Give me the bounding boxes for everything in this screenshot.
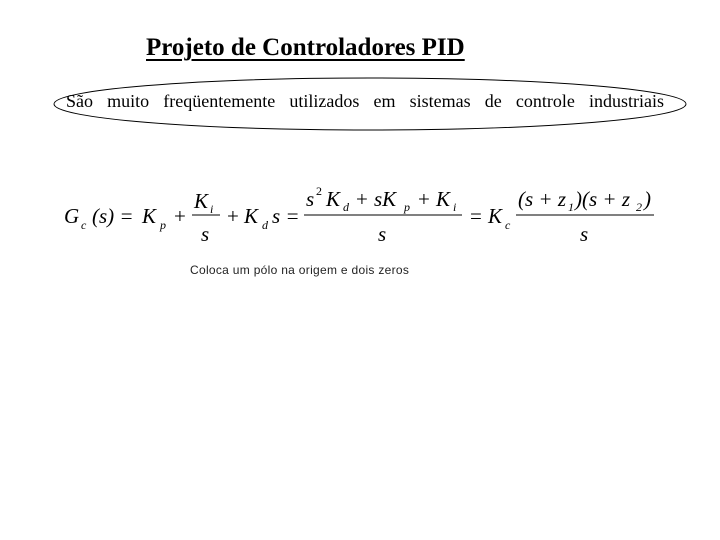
- formula-num-i: i: [453, 200, 457, 214]
- formula-num-Ki: K: [436, 187, 451, 211]
- formula-Ki: K: [194, 189, 209, 213]
- formula-z2-sub: 2: [636, 200, 642, 214]
- formula-num-p: p: [404, 200, 410, 214]
- formula-Kp: K: [142, 204, 157, 228]
- slide-subtitle: São muito freqüentemente utilizados em sistemas de controle industriais: [66, 91, 664, 111]
- formula-num-sK: sK: [374, 187, 397, 211]
- formula-G-sub: c: [81, 218, 87, 232]
- formula-c-sub: c: [505, 218, 511, 232]
- formula-zeros-b: )(s + z: [575, 187, 631, 211]
- formula-num-plus-1: +: [356, 187, 368, 211]
- formula-i-sub: i: [210, 202, 214, 216]
- pid-transfer-function: [64, 182, 664, 252]
- formula-arg: (s) =: [92, 204, 134, 228]
- formula-num-d: d: [343, 200, 349, 214]
- formula-G: G: [64, 204, 80, 228]
- formula-zeros-a: (s + z: [518, 187, 567, 211]
- formula-plus-1: +: [174, 204, 186, 228]
- formula-num-s: s: [306, 187, 315, 211]
- formula-zeros-c: ): [644, 187, 651, 211]
- formula-den-2: s: [378, 222, 387, 246]
- formula-Kc: K: [488, 204, 503, 228]
- formula-s-eq: s =: [272, 204, 300, 228]
- slide-title: Projeto de Controladores PID: [146, 34, 465, 61]
- formula-den-1: s: [201, 222, 210, 246]
- formula-plus-2: +: [227, 204, 239, 228]
- formula-num-plus-2: +: [418, 187, 430, 211]
- formula-d-sub: d: [262, 218, 268, 232]
- formula-z1-sub: 1: [568, 200, 574, 214]
- formula-Kd: K: [244, 204, 259, 228]
- formula-num-exp: 2: [316, 184, 322, 198]
- formula-den-3: s: [580, 222, 589, 246]
- formula-num-Kd: K: [326, 187, 341, 211]
- formula-p-sub: p: [160, 218, 166, 232]
- slide-note: Coloca um pólo na origem e dois zeros: [190, 263, 410, 277]
- formula-eq: =: [470, 204, 482, 228]
